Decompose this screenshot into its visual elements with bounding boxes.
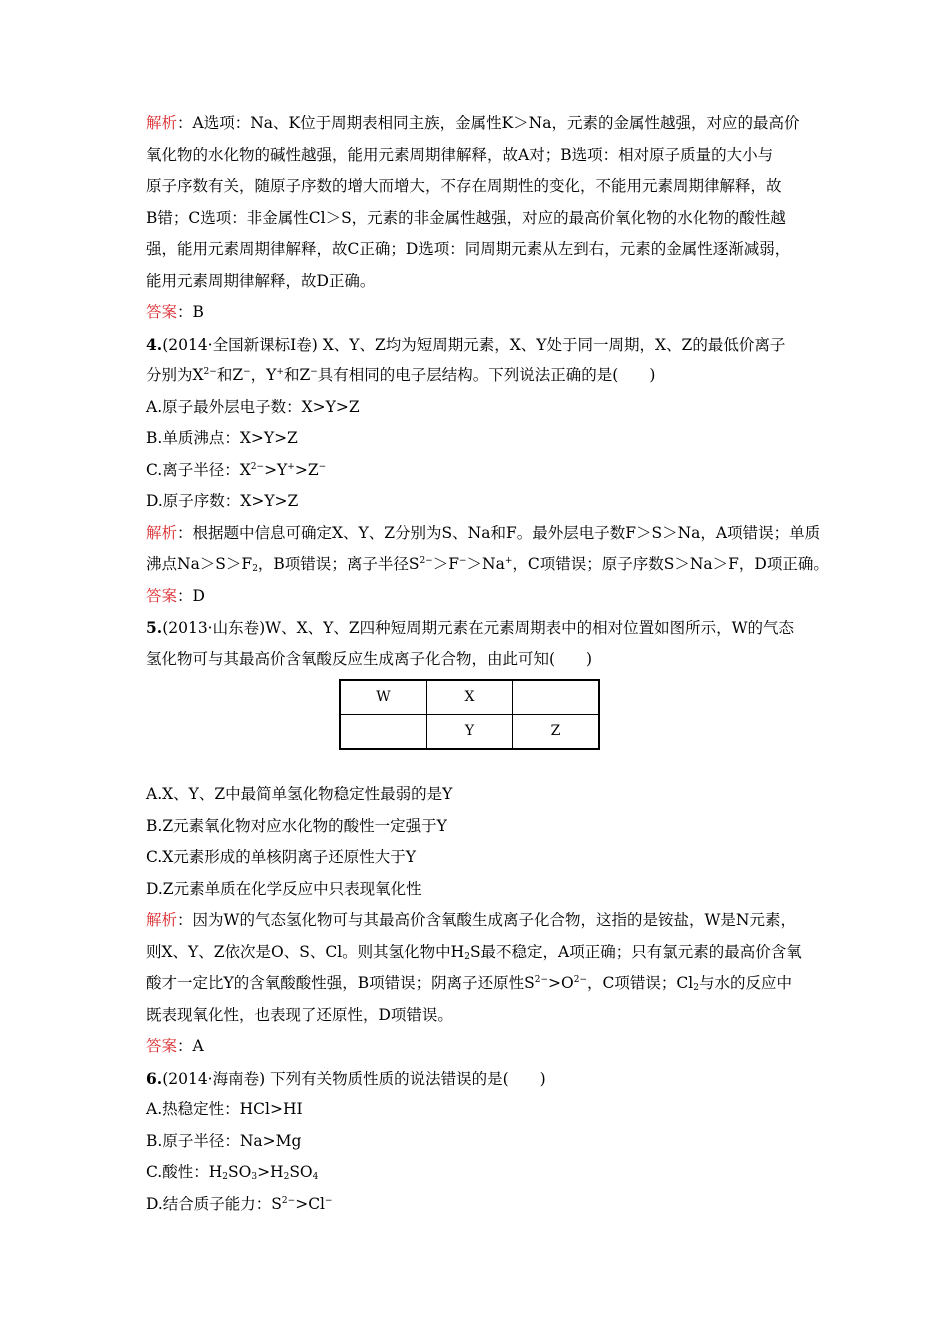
q4-analysis-line-1: 解析：根据题中信息可确定X、Y、Z分别为S、Na和F。最外层电子数F＞S＞Na，A项错误；单质: [146, 523, 821, 542]
q5-analysis-line-1: 解析：因为W的气态氢化物可与其最高价含氧酸生成离子化合物，这指的是铵盐，W是N元素，: [146, 911, 796, 929]
q6-option-b: B.原子半径：Na>Mg: [146, 1131, 302, 1150]
table-cell: Z: [513, 715, 600, 750]
q5-analysis-line-2: 则X、Y、Z依次是O、S、Cl。则其氢化物中$H_2S$最不稳定，A项正确；只有氯元素的最高价含氧: [146, 942, 802, 962]
table-cell: [513, 680, 600, 715]
q4-analysis-label: 解析: [146, 523, 178, 542]
q5-analysis-line-3: 酸才一定比Y的含氧酸酸性强，B项错误；阴离子还原性$S^{2-}>O^{2-}$，C项错误；$Cl_2$与水的反应中: [146, 974, 792, 993]
q3-answer-label: 答案: [146, 303, 178, 321]
q4-option-b: B.单质沸点：X>Y>Z: [146, 429, 298, 447]
periodic-position-figure: [146, 675, 814, 775]
q5-stem-line-2: 氢化物可与其最高价含氧酸反应生成离子化合物，由此可知( ): [146, 649, 593, 668]
q3-analysis-line-6: 能用元素周期律解释，故D正确。: [146, 271, 376, 290]
table-row: [340, 715, 599, 750]
q4-option-c: C.离子半径：$X^{2-}>Y^+>Z^-$: [146, 460, 327, 479]
q5-stem-line-1: 5.(2013·山东卷)W、X、Y、Z四种短周期元素在元素周期表中的相对位置如图所示，W的气态: [146, 618, 795, 637]
q3-answer: [146, 297, 814, 329]
q4-number: 4.: [146, 334, 163, 354]
q4-option-a: A.原子最外层电子数：X>Y>Z: [146, 397, 360, 416]
q5-analysis-line-4: 既表现氧化性，也表现了还原性，D项错误。: [146, 1005, 453, 1024]
table-row: [340, 680, 599, 715]
q5-option-d: D.Z元素单质在化学反应中只表现氧化性: [146, 879, 422, 898]
q4-stem-line-1: 4.(2014·全国新课标Ⅰ卷) X、Y、Z均为短周期元素，X、Y处于同一周期，X、Z的最低价离子: [146, 334, 786, 354]
q3-analysis-line-2: 氧化物的水化物的碱性越强，能用元素周期律解释，故A对；B选项：相对原子质量的大小与: [146, 145, 774, 164]
q3-analysis-line-1: 解析：A选项：Na、K位于周期表相同主族，金属性K＞Na，元素的金属性越强，对应的最高价: [146, 114, 800, 132]
q3-analysis-label: 解析: [146, 114, 178, 132]
table-cell: X: [427, 680, 513, 715]
periodic-position-table: [339, 679, 600, 750]
q4-answer-value: ：D: [177, 586, 205, 605]
q6-stem: 6.(2014·海南卷) 下列有关物质性质的说法错误的是( ): [146, 1068, 546, 1088]
q6-option-c: C.酸性：$H_2SO_3>H_2SO_4$: [146, 1163, 319, 1182]
q4-answer: [146, 581, 814, 613]
q4-option-d: D.原子序数：X>Y>Z: [146, 492, 299, 510]
q6-number: 6.: [146, 1068, 163, 1088]
q3-analysis-line-5: 强，能用元素周期律解释，故C正确；D选项：同周期元素从左到右，元素的金属性逐渐减弱，: [146, 240, 791, 258]
q5-option-b: B.Z元素氧化物对应水化物的酸性一定强于Y: [146, 816, 447, 835]
q5-option-c: C.X元素形成的单核阴离子还原性大于Y: [146, 848, 417, 866]
q5-option-a: A.X、Y、Z中最简单氢化物稳定性最弱的是Y: [146, 785, 453, 803]
q5-answer-value: ：A: [177, 1037, 204, 1055]
q3-answer-value: ：B: [177, 303, 204, 321]
table-cell: [340, 715, 427, 750]
q3-analysis-line-3: 原子序数有关，随原子序数的增大而增大，不存在周期性的变化，不能用元素周期律解释，故: [146, 177, 782, 195]
q4-answer-label: 答案: [146, 586, 178, 605]
q3-analysis-line-4: B错；C选项：非金属性Cl＞S，元素的非金属性越强，对应的最高价氧化物的水化物的酸性越: [146, 208, 786, 227]
q5-analysis-label: 解析: [146, 911, 178, 929]
q5-answer-label: 答案: [146, 1037, 178, 1055]
table-cell: Y: [427, 715, 513, 750]
q4-analysis-line-2: 沸点$Na>S>F_2$，B项错误；离子半径$S^{2-}>F^->Na^+$，C项错误；原子序数S＞Na＞F，D项正确。: [146, 555, 829, 574]
q5-number: 5.: [146, 618, 163, 637]
q4-stem-line-2: 分别为$X^{2-}$和Z−，Y+和Z−具有相同的电子层结构。下列说法正确的是( ): [146, 366, 656, 384]
table-cell: W: [340, 680, 427, 715]
document-page: [146, 108, 829, 1220]
q5-answer: [146, 1031, 814, 1063]
q6-option-d: D.结合质子能力：$S^{2-}>Cl^-$: [146, 1194, 333, 1213]
q6-option-a: A.热稳定性：HCl>HI: [146, 1100, 303, 1118]
